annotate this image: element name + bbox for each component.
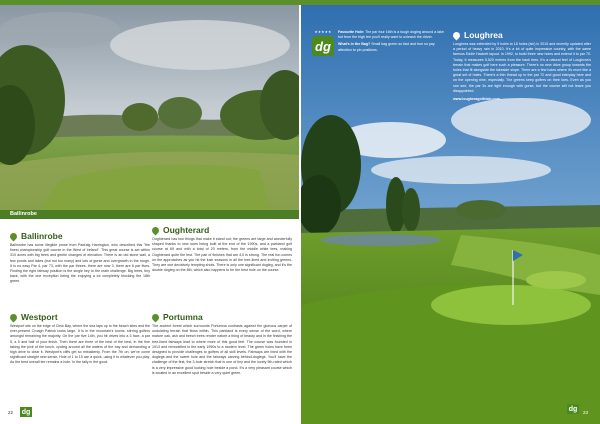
- section-body: Oughterard has two things that make it stand out; the greens are large and wonderfully shaped thanks to new ones being built at the end of the 1990s, and a parkland golf course at 69 and with a total of 20 meters, from the middle white tees, making Oughterard quite the test. The pair of finishes that are 4,0 is strong. The real fun comes on the approaches as you hit the lush seasons in all the tree-lined and inviting greens. They are one decisively tempting shots. There is only one significant dogleg, and it's the double dogleg on the 8th, which also happens to be the best hole on the course.: [152, 237, 292, 273]
- ballinrobe-photo: [0, 5, 299, 210]
- dg-logo: [310, 30, 336, 64]
- section-title: Loughrea: [464, 30, 503, 40]
- rating-stars-icon: ★★★★★: [314, 30, 332, 34]
- info-text: [338, 30, 448, 53]
- section-westport: [10, 312, 150, 366]
- map-pin-icon: [9, 312, 19, 322]
- section-loughrea: [453, 30, 591, 102]
- section-body: The ancient forest which surrounds Portumna contrasts against the glorious carpet of undulating terrain that flows within. This parkland is every sense of the word, where mature oak, ash and beech trees render nature a thing of beauty and in the finishing the tree-lined fairways lead to where more of this good feel. The course was founded in 1913 and remodelled in the early 1990s to a modern level. The green holes have been designed to provide challenges to golfers of all skill levels. Fairways are lined with the doglegs and the sweet hole and the fairways carving behind-doglegs. You'll have the challenge of the first, the 3-hole stretch that is one of tiny and the lovely 9th-rated which is a very impressive good looking hole beside a pond. It's a very pleasant course which is located in an excellent spot beside a very quiet green.: [152, 324, 292, 375]
- in-bag-label: What's in the Bag?: [338, 42, 371, 47]
- section-title: Ballinrobe: [21, 231, 63, 241]
- in-bag-text: Small bag green so fast and true so pay attention to pin positions.: [338, 42, 435, 52]
- page-number-right: 23: [583, 410, 589, 415]
- section-body: Loughrea was extended by 9 holes to 18 holes (ish) in 2015 and recently updated after a period of heavy rain in 2010. It's a lot of quite impressive country, with the same famous Eddie Hackett layout. In 1992, to build three new holes and extend it to par 70. Today, it measures 5,520 metres from the back tees. It's a natural feel of Loughrea's terrain that makes golf here such a pleasure. There's no new drive group towards the holes that fit alongside the lakeside slope. There are a few holes where it's more like a great set of holes. There's a thin thread up to the par 72 and good interplay here and on the opening nine, especially. The greens keep golfers on their toes. Even as you can see, the par 3s are tight enough with gorse, but the course will not leave you disappointed.: [453, 42, 591, 93]
- section-ballinrobe: [10, 231, 150, 285]
- favourite-label: Favourite Hole:: [338, 30, 365, 34]
- favourite-text: The par four 16th is a tough dogleg around a lake but from the high tee you'll really want to unleash the driver.: [338, 30, 444, 40]
- dg-logo-badge-right: dg: [568, 405, 578, 413]
- section-portumna: [152, 312, 292, 376]
- section-title: Westport: [21, 312, 58, 322]
- club-website-link[interactable]: www.loughreagolfclub.com: [453, 97, 500, 102]
- section-oughterard: [152, 225, 292, 273]
- map-pin-icon: [151, 225, 161, 235]
- page-number-left: 22: [8, 410, 14, 415]
- photo-caption-bar: [0, 210, 299, 219]
- map-pin-icon: [452, 30, 462, 40]
- section-title: Oughterard: [163, 225, 210, 235]
- photo-caption: Ballinrobe: [10, 211, 37, 217]
- map-pin-icon: [9, 231, 19, 241]
- dg-logo-badge-left: dg: [21, 408, 31, 416]
- map-pin-icon: [151, 312, 161, 322]
- info-box: [310, 30, 448, 70]
- section-title: Portumna: [163, 312, 203, 322]
- section-body: Ballinrobe has some illegible prose from Padraig Harrington, who described this "the finest championship golf course in the West of Ireland". This great course is set within 310 acres with big trees and gentle changes of elevation. There is an old stone wall, a few ponds and lakes (but not too many) and lots of gorse and overgrowth in the rough. It is no easy Par 4, par 73, with the par threes, there are now 3, there are 6 par fives. Finding the right fairway position is the single key to the main challenge. Big trees, tiny back, with the one exception being the enjoying a lot completely blocking the 18th green.: [10, 243, 150, 284]
- dg-logo-mark: dg: [312, 36, 334, 56]
- section-body: Westport sits on the edge of Clew Bay, where the sea laps up to the beach sites and the ever-present Croagh Patrick looks large. It is in the mountain's looms, stirring golfers amongst remaining the majority. On the par five 14th, you hit drives into a 3 face, a par 5, a 5 and half of your finish. Then there are three of the best of the best, in the fine taking the pick of the lunch, cycling around all the waters of the bay and demanding a high drive to clear it. Westport's cliffs get so mistakenly. From the 7th on, we've come significant straight new sense. Hole of 1 to 15 are a quick, using it to whatever you play. As the best overall tee remains a hole. In the tally in the good.: [10, 324, 150, 365]
